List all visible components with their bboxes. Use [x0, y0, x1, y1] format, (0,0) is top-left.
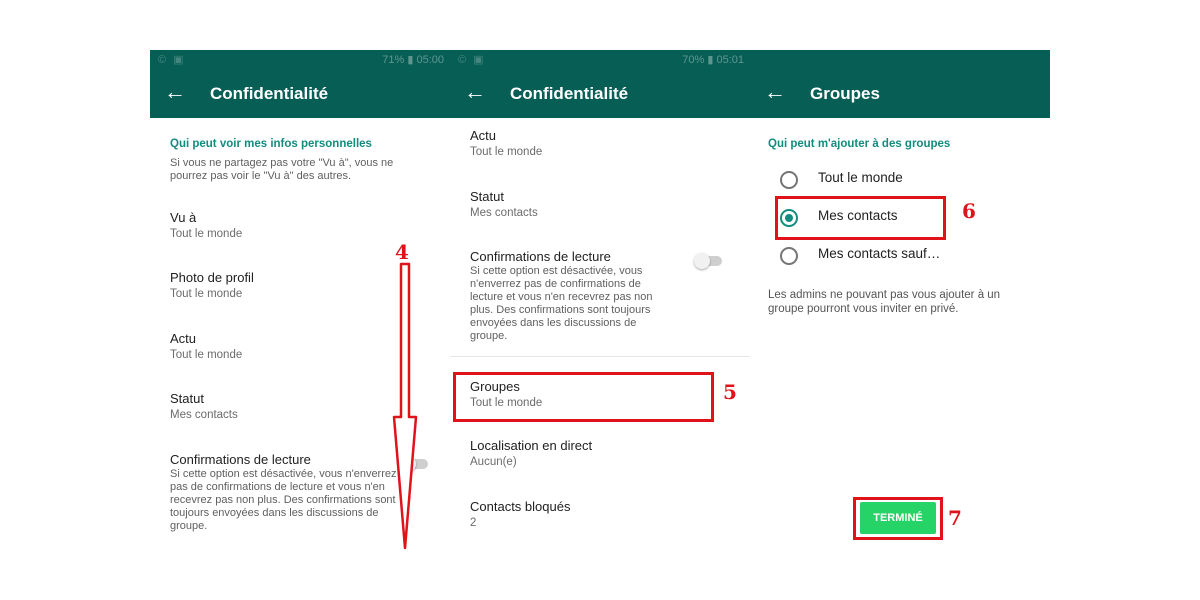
setting-status[interactable]	[470, 189, 730, 221]
annotation-marker-4: 4	[395, 240, 409, 264]
setting-value: Tout le monde	[470, 397, 543, 409]
setting-value: Tout le monde	[170, 288, 243, 300]
annotation-marker-7: 7	[948, 506, 962, 530]
app-bar	[750, 70, 1050, 118]
status-battery-time: 71% ▮ 05:00	[382, 54, 444, 66]
section-divider	[450, 356, 750, 357]
screen-groups	[750, 50, 1050, 560]
back-arrow-icon[interactable]: ←	[764, 79, 786, 104]
radio-label: Tout le monde	[818, 170, 903, 185]
setting-read-receipts[interactable]	[170, 452, 398, 533]
section-description: Si vous ne partagez pas votre "Vu à", vous ne pourrez pas voir le "Vu à" des autres.	[170, 157, 394, 182]
setting-value: 2	[470, 517, 477, 529]
setting-description: Si cette option est désactivée, vous n'enverrez pas de confirmations de lecture et vous n'en recevrez pas non plus. Des confirmations sont toujours envoyées dans les discussions de groupe.	[470, 265, 653, 342]
setting-read-receipts[interactable]	[470, 249, 674, 343]
personal-info-section	[170, 138, 430, 183]
setting-title: Localisation en direct	[470, 438, 593, 453]
scroll-down-arrow-icon	[390, 262, 420, 554]
highlight-my-contacts-box	[775, 196, 946, 240]
done-button[interactable]: TERMINÉ	[860, 502, 936, 534]
radio-button-icon[interactable]	[780, 171, 798, 189]
setting-title: Confirmations de lecture	[470, 249, 611, 264]
setting-title: Vu à	[170, 210, 197, 225]
back-arrow-icon[interactable]: ←	[164, 79, 186, 104]
back-arrow-icon[interactable]: ←	[464, 79, 486, 104]
annotation-marker-6: 6	[962, 199, 976, 223]
setting-blocked-contacts[interactable]	[470, 499, 730, 531]
status-bar	[150, 50, 450, 70]
setting-value: Mes contacts	[170, 409, 238, 421]
radio-label: Mes contacts	[818, 208, 898, 223]
status-icons: © ▣	[158, 54, 186, 66]
setting-value: Tout le monde	[170, 349, 243, 361]
page-title: Confidentialité	[510, 84, 629, 103]
setting-live-location[interactable]	[470, 438, 730, 470]
section-title: Qui peut voir mes infos personnelles	[170, 138, 372, 150]
setting-title: Statut	[470, 189, 504, 204]
screen-privacy-2	[450, 50, 750, 560]
setting-title: Actu	[470, 128, 497, 143]
setting-value: Tout le monde	[470, 146, 543, 158]
status-bar	[450, 50, 750, 70]
setting-about[interactable]	[470, 128, 730, 160]
setting-last-seen[interactable]	[170, 210, 430, 242]
radio-button-icon[interactable]	[780, 247, 798, 265]
app-bar	[450, 70, 750, 118]
setting-value: Aucun(e)	[470, 456, 517, 468]
page-title: Confidentialité	[210, 84, 329, 103]
status-battery-time: 70% ▮ 05:01	[682, 54, 744, 66]
page-title: Groupes	[810, 84, 880, 103]
annotation-marker-5: 5	[723, 380, 737, 404]
setting-title: Statut	[170, 391, 204, 406]
setting-value: Tout le monde	[170, 228, 243, 240]
setting-description: Si cette option est désactivée, vous n'enverrez pas de confirmations de lecture et vous n'en recevrez pas non plus. Des confirmations sont toujours envoyées dans les discussions de groupe.	[170, 468, 397, 532]
status-bar	[750, 50, 1050, 70]
status-icons: © ▣	[458, 54, 486, 66]
setting-value: Mes contacts	[470, 207, 538, 219]
setting-title: Actu	[170, 331, 197, 346]
app-bar	[150, 70, 450, 118]
setting-title: Confirmations de lecture	[170, 452, 311, 467]
setting-title: Groupes	[470, 379, 520, 394]
highlight-groups-box	[453, 372, 714, 422]
radio-label: Mes contacts sauf…	[818, 246, 941, 261]
setting-title: Photo de profil	[170, 270, 254, 285]
toggle-knob	[694, 253, 710, 269]
setting-title: Contacts bloqués	[470, 499, 571, 514]
section-title: Qui peut m'ajouter à des groupes	[768, 138, 951, 150]
groups-note: Les admins ne pouvant pas vous ajouter à un groupe pourront vous inviter en privé.	[768, 289, 1001, 315]
read-receipts-toggle[interactable]	[696, 256, 722, 266]
